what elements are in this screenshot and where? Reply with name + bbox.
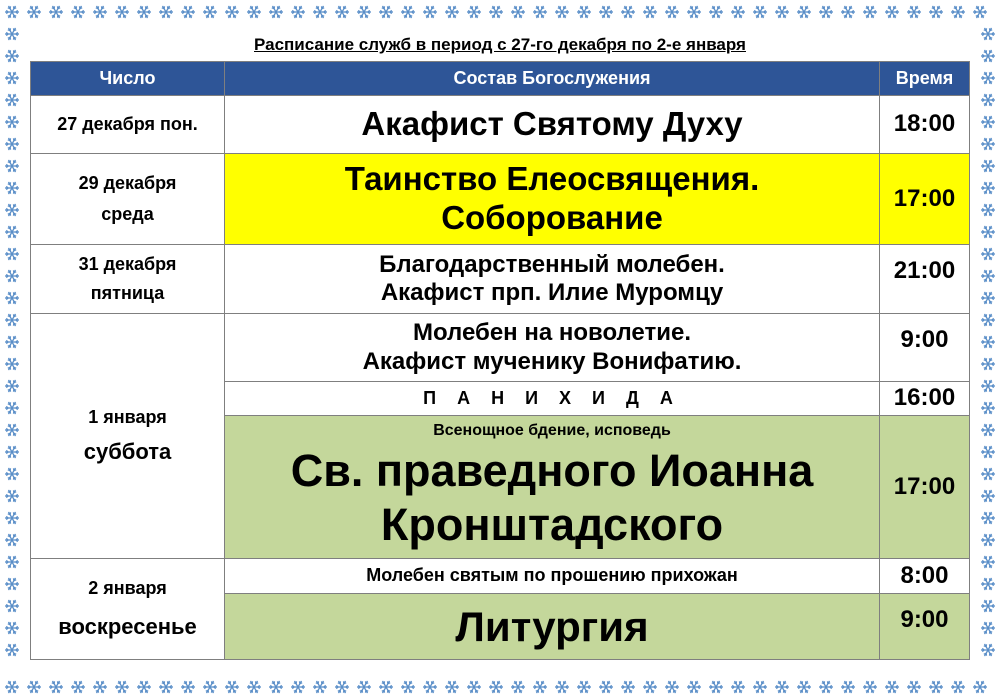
- snowflake-icon: [863, 681, 877, 693]
- snowflake-icon: [753, 6, 767, 18]
- snowflake-icon: [467, 681, 481, 693]
- snowflake-icon: [555, 681, 569, 693]
- snowflake-icon: [709, 681, 723, 693]
- snowflake-icon: [49, 681, 63, 693]
- snowflake-icon: [981, 578, 995, 590]
- snowflake-icon: [907, 6, 921, 18]
- weekday-line: пятница: [90, 283, 165, 303]
- snowflake-icon: [49, 6, 63, 18]
- date-cell: [31, 154, 225, 245]
- snowflake-icon: [5, 336, 19, 348]
- date-line: 31 декабря: [78, 253, 177, 274]
- time-cell: 17:00: [880, 154, 970, 245]
- snowflake-icon: [115, 681, 129, 693]
- snowflake-icon: [981, 248, 995, 260]
- time-cell: 21:00: [880, 245, 970, 314]
- time-cell: 9:00: [880, 594, 970, 660]
- table-row: [31, 154, 970, 245]
- time-cell: 17:00: [880, 416, 970, 559]
- snowflake-icon: [5, 182, 19, 194]
- snowflake-icon: [5, 600, 19, 612]
- snowflake-icon: [379, 6, 393, 18]
- snowflake-icon: [5, 28, 19, 40]
- snowflake-icon: [5, 6, 19, 18]
- snowflake-icon: [981, 160, 995, 172]
- service-line: Таинство Елеосвящения.: [344, 160, 760, 198]
- date-line: 2 января: [88, 578, 167, 599]
- date-cell: [31, 559, 225, 660]
- snowflake-icon: [775, 6, 789, 18]
- time-cell: 8:00: [880, 559, 970, 594]
- snowflake-icon: [137, 681, 151, 693]
- snowflake-icon: [841, 681, 855, 693]
- service-line: Кронштадского: [380, 499, 724, 551]
- snowflake-icon: [929, 6, 943, 18]
- snowflake-icon: [841, 6, 855, 18]
- snowflake-icon: [665, 6, 679, 18]
- snowflake-icon: [533, 6, 547, 18]
- snowflake-icon: [93, 681, 107, 693]
- snowflake-icon: [159, 681, 173, 693]
- snowflake-icon: [203, 681, 217, 693]
- snowflake-icon: [379, 681, 393, 693]
- snowflake-icon: [181, 6, 195, 18]
- snowflake-icon: [71, 6, 85, 18]
- table-row: [31, 314, 970, 382]
- service-cell: Акафист Святому Духу: [225, 96, 880, 154]
- snowflake-icon: [533, 681, 547, 693]
- snowflake-icon: [225, 6, 239, 18]
- page-title: Расписание служб в период с 27-го декабря по 2-е января: [254, 35, 746, 54]
- snowflake-icon: [269, 681, 283, 693]
- service-note: Всенощное бдение, исповедь: [433, 421, 671, 439]
- snowflake-icon: [981, 314, 995, 326]
- snowflake-icon: [775, 681, 789, 693]
- snowflake-icon: [599, 6, 613, 18]
- snowflake-icon: [687, 6, 701, 18]
- table-row: [31, 559, 970, 594]
- header-row: [31, 62, 970, 96]
- table-row: [31, 245, 970, 314]
- snowflake-icon: [159, 6, 173, 18]
- snowflake-icon: [981, 138, 995, 150]
- snowflake-icon: [5, 50, 19, 62]
- snowflake-icon: [5, 556, 19, 568]
- snowflake-icon: [577, 681, 591, 693]
- snowflake-icon: [5, 160, 19, 172]
- snowflake-icon: [247, 681, 261, 693]
- snowflake-icon: [981, 512, 995, 524]
- snowflake-icon: [5, 94, 19, 106]
- weekday-line: суббота: [83, 438, 172, 464]
- snowflake-icon: [5, 380, 19, 392]
- weekday-line: среда: [101, 204, 154, 224]
- snowflake-icon: [981, 534, 995, 546]
- date-cell: 27 декабря пон.: [31, 96, 225, 154]
- snowflake-icon: [885, 6, 899, 18]
- snowflake-icon: [357, 6, 371, 18]
- service-cell: Молебен святым по прошению прихожан: [225, 559, 880, 594]
- snowflake-icon: [951, 681, 965, 693]
- header-time: Время: [880, 62, 970, 96]
- snowflake-icon: [291, 681, 305, 693]
- snowflake-icon: [5, 116, 19, 128]
- service-cell: [225, 245, 880, 314]
- snowflake-icon: [313, 6, 327, 18]
- snowflake-icon: [5, 490, 19, 502]
- service-line: Акафист прп. Илие Муромцу: [380, 279, 724, 306]
- service-line: Соборование: [441, 199, 663, 236]
- snowflake-icon: [981, 446, 995, 458]
- snowflake-icon: [981, 116, 995, 128]
- snowflake-icon: [555, 6, 569, 18]
- snowflake-icon: [621, 681, 635, 693]
- snowflake-icon: [885, 681, 899, 693]
- snowflake-icon: [929, 681, 943, 693]
- snowflake-icon: [5, 512, 19, 524]
- snowflake-icon: [981, 402, 995, 414]
- snowflake-icon: [753, 681, 767, 693]
- snowflake-icon: [819, 681, 833, 693]
- date-line: 1 января: [88, 407, 167, 428]
- date-line: 29 декабря: [78, 172, 177, 193]
- snowflake-icon: [203, 6, 217, 18]
- snowflake-icon: [863, 6, 877, 18]
- snowflake-icon: [423, 6, 437, 18]
- snowflake-icon: [981, 358, 995, 370]
- snowflake-icon: [511, 681, 525, 693]
- snowflake-icon: [981, 490, 995, 502]
- snowflake-icon: [981, 28, 995, 40]
- service-line: Св. праведного Иоанна: [290, 445, 814, 497]
- snowflake-icon: [981, 182, 995, 194]
- snowflake-icon: [181, 681, 195, 693]
- time-cell: 16:00: [880, 382, 970, 416]
- header-date: Число: [31, 62, 225, 96]
- snowflake-icon: [5, 424, 19, 436]
- snowflake-icon: [335, 6, 349, 18]
- snowflake-icon: [511, 6, 525, 18]
- service-line: Молебен на новолетие.: [412, 319, 691, 347]
- snowflake-icon: [445, 6, 459, 18]
- service-line: Благодарственный молебен.: [379, 250, 725, 278]
- snowflake-icon: [687, 681, 701, 693]
- snowflake-icon: [137, 6, 151, 18]
- snowflake-icon: [401, 681, 415, 693]
- date-cell: [31, 314, 225, 559]
- snowflake-icon: [973, 6, 987, 18]
- snowflake-icon: [981, 600, 995, 612]
- snowflake-icon: [247, 6, 261, 18]
- snowflake-icon: [357, 681, 371, 693]
- date-cell: [31, 245, 225, 314]
- snowflake-icon: [5, 534, 19, 546]
- snowflake-icon: [665, 681, 679, 693]
- table-row: [31, 96, 970, 154]
- snowflake-icon: [981, 424, 995, 436]
- snowflake-icon: [981, 292, 995, 304]
- snowflake-icon: [981, 204, 995, 216]
- snowflake-icon: [951, 6, 965, 18]
- snowflake-icon: [5, 358, 19, 370]
- snowflake-icon: [5, 138, 19, 150]
- snowflake-icon: [643, 6, 657, 18]
- service-cell: [225, 314, 880, 382]
- snowflake-icon: [27, 681, 41, 693]
- service-cell: [225, 154, 880, 245]
- snowflake-icon: [709, 6, 723, 18]
- service-cell: П А Н И Х И Д А: [225, 382, 880, 416]
- snowflake-icon: [981, 226, 995, 238]
- snowflake-icon: [731, 681, 745, 693]
- snowflake-icon: [5, 204, 19, 216]
- snowflake-icon: [489, 6, 503, 18]
- snowflake-icon: [797, 681, 811, 693]
- snowflake-icon: [5, 578, 19, 590]
- snowflake-icon: [5, 402, 19, 414]
- snowflake-icon: [907, 681, 921, 693]
- time-cell: 9:00: [880, 314, 970, 382]
- snowflake-icon: [489, 681, 503, 693]
- snowflake-icon: [981, 622, 995, 634]
- snowflake-icon: [225, 681, 239, 693]
- header-service: Состав Богослужения: [225, 62, 880, 96]
- snowflake-icon: [5, 446, 19, 458]
- snowflake-icon: [313, 681, 327, 693]
- snowflake-icon: [335, 681, 349, 693]
- snowflake-icon: [5, 270, 19, 282]
- snowflake-icon: [445, 681, 459, 693]
- snowflake-icon: [269, 6, 283, 18]
- snowflake-icon: [981, 94, 995, 106]
- snowflake-icon: [981, 468, 995, 480]
- snowflake-icon: [621, 6, 635, 18]
- service-cell: Литургия: [225, 594, 880, 660]
- snowflake-icon: [981, 644, 995, 656]
- snowflake-icon: [291, 6, 305, 18]
- snowflake-icon: [797, 6, 811, 18]
- weekday-line: воскресенье: [58, 613, 197, 639]
- snowflake-icon: [981, 50, 995, 62]
- snowflake-icon: [5, 644, 19, 656]
- snowflake-icon: [5, 681, 19, 693]
- snowflake-icon: [819, 6, 833, 18]
- snowflake-icon: [5, 72, 19, 84]
- snowflake-icon: [981, 556, 995, 568]
- snowflake-icon: [973, 681, 987, 693]
- snowflake-icon: [71, 681, 85, 693]
- service-cell: [225, 416, 880, 559]
- snowflake-icon: [5, 314, 19, 326]
- snowflake-icon: [643, 681, 657, 693]
- snowflake-icon: [467, 6, 481, 18]
- snowflake-icon: [981, 72, 995, 84]
- time-cell: 18:00: [880, 96, 970, 154]
- snowflake-icon: [599, 681, 613, 693]
- service-line: Акафист мученику Вонифатию.: [362, 347, 742, 375]
- snowflake-icon: [981, 336, 995, 348]
- snowflake-icon: [423, 681, 437, 693]
- snowflake-icon: [5, 248, 19, 260]
- snowflake-icon: [5, 622, 19, 634]
- snowflake-icon: [5, 226, 19, 238]
- snowflake-icon: [577, 6, 591, 18]
- snowflake-icon: [981, 270, 995, 282]
- snowflake-icon: [731, 6, 745, 18]
- snowflake-icon: [401, 6, 415, 18]
- snowflake-icon: [5, 292, 19, 304]
- snowflake-icon: [981, 380, 995, 392]
- schedule-table: [30, 61, 970, 660]
- snowflake-icon: [27, 6, 41, 18]
- snowflake-icon: [5, 468, 19, 480]
- snowflake-icon: [93, 6, 107, 18]
- snowflake-icon: [115, 6, 129, 18]
